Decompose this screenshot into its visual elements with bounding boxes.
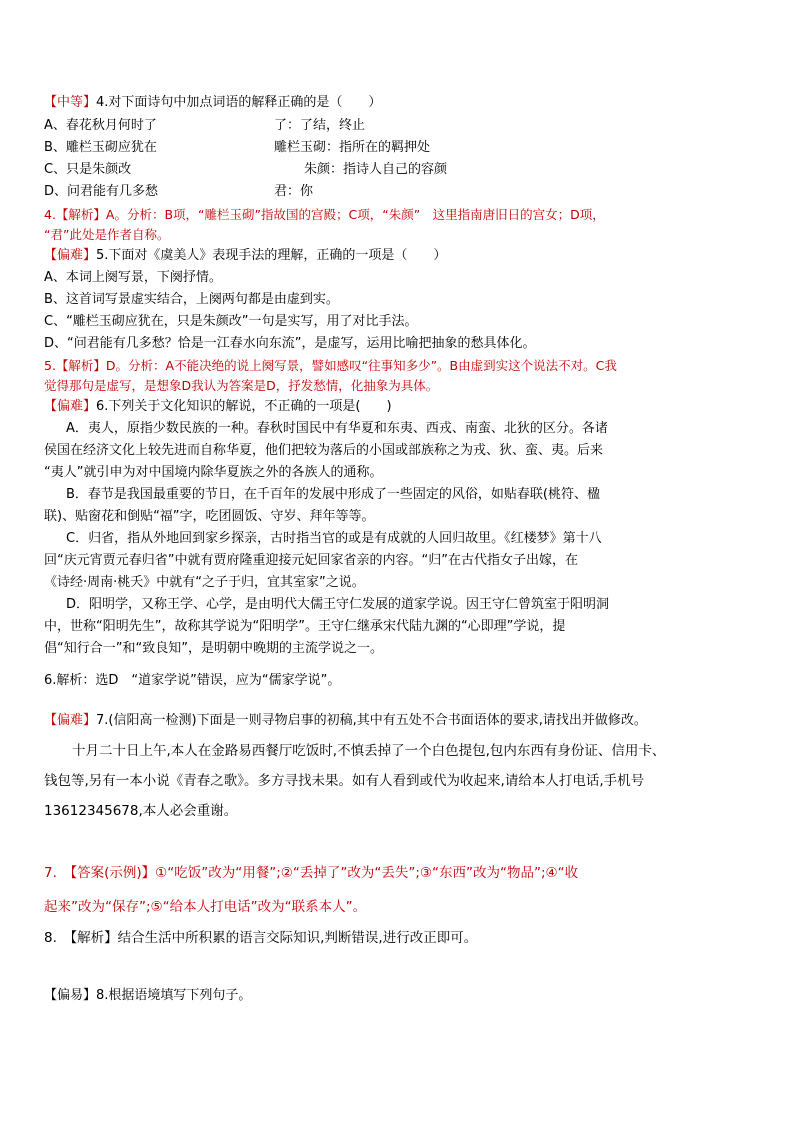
- q6-option-c-line-3: 《诗经·周南·桃夭》中就有“之子于归，宜其室家”之说。: [44, 575, 365, 590]
- difficulty-tag: 【偏易】: [44, 988, 97, 1003]
- q6-option-d-line-2: 中，世称“阳明先生”，故称其学说为“阳明学”。王守仁继承宋代陆九渊的“心即理”学说，提: [44, 619, 566, 634]
- q6-option-a-line-3: “夷人”就引申为对中国境内除华夏族之外的各族人的通称。: [44, 465, 383, 480]
- question-stem: 8.根据语境填写下列句子。: [96, 988, 252, 1003]
- question-stem: 6.下列关于文化知识的解说，不正确的一项是( ): [96, 399, 392, 414]
- q5-option-a: A、本词上阕写景，下阕抒情。: [44, 270, 222, 285]
- q4-analysis-line-2: “君”此处是作者自称。: [44, 227, 170, 242]
- q4-option-a: [44, 117, 157, 135]
- option-explanation: 了：了结，终止: [274, 118, 366, 133]
- difficulty-tag: 【偏难】: [44, 248, 97, 263]
- difficulty-tag: 【偏难】: [44, 713, 97, 728]
- q5-analysis-line-1: 5.【解析】D。分析：A不能决绝的说上阕写景，譬如感叹“往事知多少”。B由虚到实这个说法不对。C我: [44, 358, 617, 373]
- q6-option-d-line-3: 倡“知行合一”和“致良知”，是明朝中晚期的主流学说之一。: [44, 641, 383, 656]
- q6-analysis: 6.解析：选D “道家学说”错误，应为“儒家学说”。: [44, 673, 341, 688]
- question-stem: 4.对下面诗句中加点词语的解释正确的是（ ）: [96, 95, 382, 110]
- q6-stem-line: [44, 398, 392, 416]
- q5-stem-line: [44, 247, 446, 265]
- analysis-text: 8. 【解析】结合生活中所积累的语言交际知识,判断错误,进行改正即可。: [44, 930, 478, 946]
- q4-analysis-line-1: 4.【解析】A。分析：B项，“雕栏玉砌”指故国的宫殿；C项，“朱颜” 这里指南唐旧日的宫女；D项，: [44, 207, 605, 222]
- q6-option-c-line-1: C．归省，指从外地回到家乡探亲，古时指当官的或是有成就的人回归故里。《红楼梦》第十八: [66, 531, 602, 546]
- option-explanation: 朱颜：指诗人自己的容颜: [304, 162, 448, 177]
- question-stem: 5.下面对《虞美人》表现手法的理解，正确的一项是（ ）: [96, 248, 447, 263]
- q4-stem-line: [44, 94, 381, 112]
- option-explanation: 雕栏玉砌：指所在的羁押处: [274, 140, 431, 155]
- q5-option-b: B、这首词写景虚实结合，上阕两句都是由虚到实。: [44, 292, 339, 307]
- q6-option-b-line-2: 联)、贴窗花和倒贴“福”字，吃团圆饭、守岁、拜年等等。: [44, 509, 375, 524]
- option-text: D、问君能有几多愁: [44, 184, 159, 199]
- option-text: C、只是朱颜改: [44, 162, 132, 177]
- option-text: B、雕栏玉砌应犹在: [44, 140, 157, 155]
- q7-stem-line: [44, 712, 647, 730]
- difficulty-tag: 【中等】: [44, 95, 97, 110]
- q7-answer-line-2: 起来”改为“保存”;⑤“给本人打电话”改为“联系本人”。: [44, 899, 367, 915]
- q7-analysis: [44, 929, 477, 947]
- q6-option-a-line-1: A．夷人，原指少数民族的一种。春秋时国民中有华夏和东夷、西戎、南蛮、北狄的区分。各诸: [66, 421, 608, 436]
- difficulty-tag: 【偏难】: [44, 399, 97, 414]
- q4-option-b: [44, 139, 157, 157]
- option-explanation: 君：你: [274, 184, 314, 199]
- q8-stem-line: [44, 987, 251, 1005]
- q5-option-d: D、“问君能有几多愁？恰是一江春水向东流”，是虚写，运用比喻把抽象的愁具体化。: [44, 336, 536, 351]
- q7-passage-line-2: 钱包等,另有一本小说《青春之歌》。多方寻找未果。如有人看到或代为收起来,请给本人打电话,手机号: [44, 773, 645, 789]
- q6-option-d-line-1: D．阳明学，又称王学、心学，是由明代大儒王守仁发展的道家学说。因王守仁曾筑室于阳明洞: [66, 597, 610, 612]
- q6-option-a-line-2: 侯国在经济文化上较先进而自称华夏，他们把较为落后的小国或部族称之为戎、狄、蛮、夷。后来: [44, 443, 604, 458]
- q6-option-b-line-1: B．春节是我国最重要的节日，在千百年的发展中形成了一些固定的风俗，如贴春联(桃符、楹: [66, 487, 600, 502]
- q4-option-c: [44, 161, 131, 179]
- q7-answer-line-1: 7. 【答案(示例)】①“吃饭”改为“用餐”;②“丢掉了”改为“丢失”;③“东西”改为“物品”;④“收: [44, 865, 579, 881]
- q7-passage-line-3: 13612345678,本人必会重谢。: [44, 803, 238, 819]
- option-text: A、春花秋月何时了: [44, 118, 157, 133]
- q7-passage-line-1: 十月二十日上午,本人在金路易西餐厅吃饭时,不慎丢掉了一个白色提包,包内东西有身份证、信用卡、: [72, 743, 666, 759]
- q4-option-d: [44, 183, 158, 201]
- question-stem: 7.(信阳高一检测)下面是一则寻物启事的初稿,其中有五处不合书面语体的要求,请找出并做修改。: [96, 713, 647, 728]
- q6-option-c-line-2: 回“庆元宵贾元春归省”中就有贾府隆重迎接元妃回家省亲的内容。“归”在古代指女子出嫁，在: [44, 553, 578, 568]
- q5-option-c: C、“雕栏玉砌应犹在，只是朱颜改”一句是实写，用了对比手法。: [44, 314, 418, 329]
- q5-analysis-line-2: 觉得那句是虚写，是想象D我认为答案是D，抒发愁情，化抽象为具体。: [44, 378, 439, 393]
